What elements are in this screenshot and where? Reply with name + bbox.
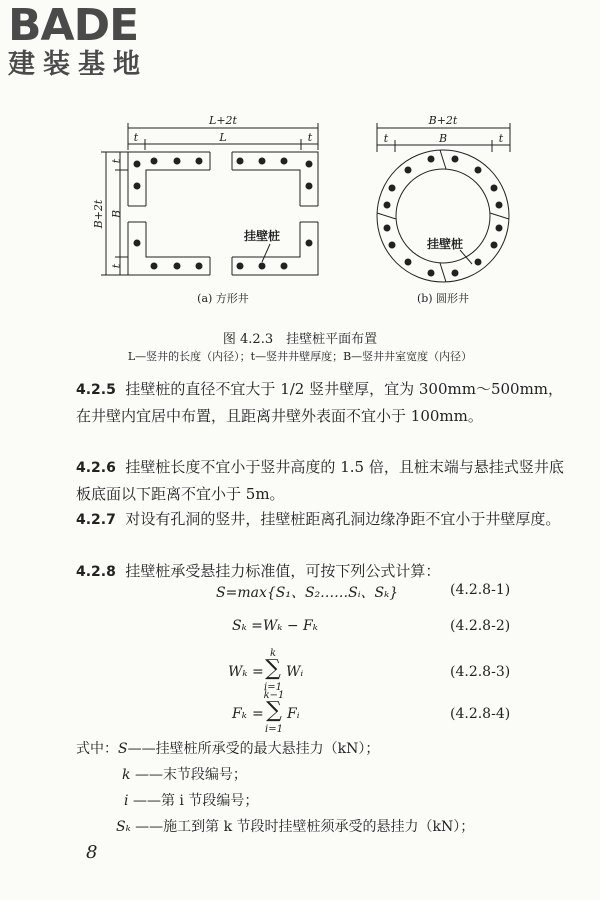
circle-dim-t-right: t (498, 132, 504, 145)
equation-2 (232, 618, 318, 634)
summation-symbol: ∑ (266, 698, 282, 723)
definition-text: ——施工到第 k 节段时挂壁桩须承受的悬挂力（kN）； (135, 819, 475, 835)
square-dim-L: L (219, 131, 227, 144)
circle-dim-B: B (438, 132, 448, 145)
definition-text: ——挂壁桩所承受的最大悬挂力（kN）； (127, 741, 380, 757)
circle-dim-t-left: t (383, 132, 389, 145)
equation-rhs: Fᵢ (287, 706, 300, 722)
definition-symbol: k (122, 767, 131, 783)
circle-dim-total: B+2t (428, 114, 458, 127)
logo-subtitle: 建装基地 (8, 49, 148, 80)
clause-text: 挂壁桩的直径不宜大于 1/2 竖井壁厚，宜为 300mm～500mm，在井壁内宜居中布置，且距离井壁外表面不宜小于 100mm。 (76, 380, 564, 425)
square-piles (134, 158, 313, 270)
definition-symbol: i (124, 793, 129, 809)
sum-upper-limit: k−1 (263, 690, 285, 701)
equation-lhs: Fₖ (232, 706, 247, 722)
square-dim-side-t2: t (110, 263, 123, 269)
sum-lower-limit: i=1 (264, 682, 282, 693)
square-shaft-diagram (101, 123, 318, 275)
square-dim-t-left: t (133, 131, 139, 144)
figure-title: 图 4.2.3 挂壁桩平面布置 (222, 332, 378, 347)
equation-1 (216, 582, 398, 602)
clause-4-2-6 (76, 454, 566, 507)
equation-number: (4.2.8-1) (450, 582, 511, 598)
clause-number: 4.2.7 (76, 512, 116, 528)
definition-symbol: S (118, 741, 128, 757)
definitions-intro: 式中： (76, 741, 118, 757)
clause-number: 4.2.5 (76, 382, 116, 398)
equation-4: Fₖ = k−1 ∑ i=1 Fᵢ (232, 690, 300, 735)
equation-lhs: Sₖ (232, 618, 247, 634)
definition-row (122, 764, 247, 784)
clause-4-2-8 (76, 558, 566, 585)
equation-lhs: Wₖ (228, 664, 248, 680)
square-caption: (a) 方形井 (197, 292, 249, 305)
square-pile-label: 挂壁桩 (243, 229, 281, 243)
clause-4-2-7 (76, 506, 566, 533)
circle-caption: (b) 圆形井 (416, 292, 470, 305)
definition-text: ——第 i 节段编号； (132, 793, 259, 809)
definition-row (76, 738, 379, 758)
square-dim-t-right: t (307, 131, 313, 144)
square-dim-side-t1: t (110, 158, 123, 164)
clause-text: 挂壁桩长度不宜小于竖井高度的 1.5 倍，且桩末端与悬挂式竖井底板底面以下距离不宜小于 5m。 (76, 458, 564, 503)
page-number: 8 (86, 842, 98, 863)
brand-logo (8, 0, 148, 80)
definition-text: ——末节段编号； (134, 767, 247, 783)
pile-layout-figure (0, 100, 600, 325)
sum-lower-limit: i=1 (265, 724, 283, 735)
circular-shaft-diagram (377, 123, 510, 282)
clause-number: 4.2.8 (76, 564, 116, 580)
definition-row (124, 790, 258, 810)
definition-row (116, 816, 474, 836)
equation-number: (4.2.8-3) (450, 664, 511, 680)
equation-3: Wₖ = k ∑ i=1 Wᵢ (228, 648, 304, 693)
equation-number: (4.2.8-4) (450, 706, 511, 722)
clause-4-2-5 (76, 376, 566, 429)
clause-text: 挂壁桩承受悬挂力标准值，可按下列公式计算： (125, 562, 441, 580)
equation-rhs: Wᵢ (286, 664, 304, 680)
sum-upper-limit: k (269, 648, 277, 659)
figure-note: L—竖井的长度（内径）；t—竖井井壁厚度；B—竖井井室宽度（内径） (127, 350, 473, 363)
equation-rhs: =Wₖ − Fₖ (251, 618, 318, 634)
definition-symbol: Sₖ (116, 819, 131, 835)
equation-lhs: S (216, 585, 226, 601)
clause-number: 4.2.6 (76, 460, 116, 476)
clause-text: 对设有孔洞的竖井，挂壁桩距离孔洞边缘净距不宜小于井壁厚度。 (125, 510, 561, 528)
circle-pile-label: 挂壁桩 (426, 237, 464, 251)
square-dim-B: B (110, 209, 123, 219)
equation-rhs: =max{S₁、S₂……Sᵢ、Sₖ} (225, 585, 399, 601)
logo-word: BADE (8, 0, 139, 51)
summation-symbol: ∑ (265, 656, 281, 681)
square-dim-side-total: B+2t (92, 199, 105, 229)
equation-number: (4.2.8-2) (450, 618, 511, 634)
circular-piles (384, 156, 503, 277)
square-dim-total: L+2t (209, 114, 237, 127)
